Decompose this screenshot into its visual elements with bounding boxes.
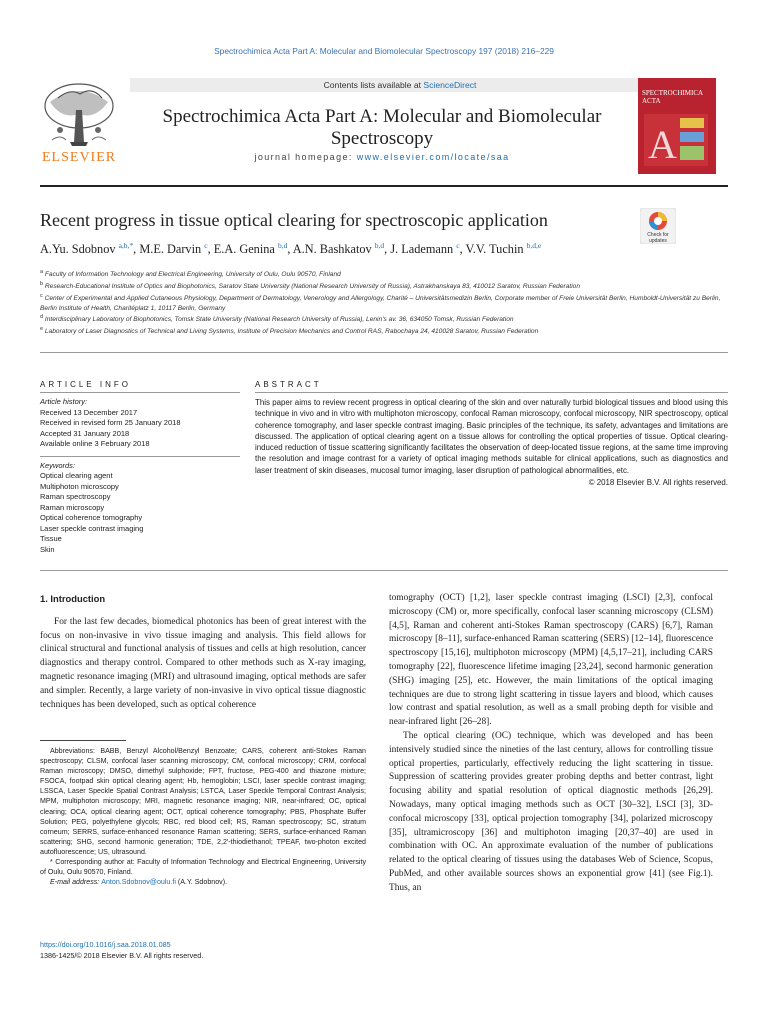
history-item: Available online 3 February 2018	[40, 439, 150, 448]
article-info-heading: ARTICLE INFO	[40, 380, 131, 389]
elsevier-wordmark: ELSEVIER	[42, 150, 117, 165]
homepage-link[interactable]: www.elsevier.com/locate/saa	[356, 152, 510, 162]
author[interactable]: M.E. Darvin $^c$	[139, 241, 208, 257]
affiliation: $^e$ Laboratory of Laser Diagnostics of Technical and Living Systems, Institute of Precision Mechanics and Control RAS, Rabochaya 24, 410028 Saratov, Russian Federation	[40, 326, 539, 336]
author[interactable]: A.Yu. Sdobnov $^{a,b,*}$	[40, 241, 134, 257]
sciencedirect-link[interactable]: ScienceDirect	[423, 80, 477, 90]
running-header[interactable]: Spectrochimica Acta Part A: Molecular and Biomolecular Spectroscopy 197 (2018) 216–229	[214, 46, 554, 56]
keyword: Laser speckle contrast imaging	[40, 523, 144, 533]
abstract-text: This paper aims to review recent progress in optical clearing of the skin and over naturally turbid biological tissues and blood using this technique in vivo and in vitro with multiphoton microscopy, confocal Raman microscopy, confocal microscopy, NIR spectroscopy, optical coherence tomography, and laser speckle contrast imaging. Basic principles of the technique, its safety, advantages and limitations are discussed. The application of optical clearing agent on a tissue allows for controlling the optical properties of tissue. Optical clearing-induced reduction of tissue scattering significantly facilitates the observation of deep-located tissue regions, at the same time improving the resolution and image contrast for a variety of optical imaging methods suitable for clinical applications, such as diagnostics and laser treatment of skin diseases, mucosal tumor imaging, laser disruption of pathological abnormalities, etc.	[255, 398, 728, 475]
keywords-rule	[40, 456, 240, 457]
article-history	[40, 397, 240, 450]
email-footnote: E-mail address: Anton.Sdobnov@oulu.fi (A.Y. Sdobnov).	[50, 878, 228, 887]
abstract-section	[255, 380, 728, 487]
affiliation: $^a$ Faculty of Information Technology and Electrical Engineering, University of Oulu, Oulu 90570, Finland	[40, 269, 341, 279]
corresponding-author-footnote: * Corresponding author at: Faculty of Information Technology and Electrical Engineering, University of Oulu, Oulu 90570, Finland.	[40, 858, 366, 877]
keyword: Tissue	[40, 534, 62, 543]
article-info	[40, 380, 240, 555]
cover-artwork	[644, 114, 708, 166]
page-footer	[40, 939, 380, 961]
body-column-right	[389, 592, 713, 896]
footnotes	[40, 746, 366, 887]
history-label: Article history:	[40, 397, 88, 406]
author-affiliation-marker: c	[456, 241, 460, 250]
article-title: Recent progress in tissue optical clearing for spectroscopic application	[40, 210, 548, 230]
author[interactable]: J. Lademann $^c$	[390, 241, 460, 257]
cover-letter-icon	[644, 114, 708, 166]
cover-title: SPECTROCHIMICA ACTA	[642, 89, 703, 105]
history-item: Accepted 31 January 2018	[40, 428, 130, 438]
keywords-label: Keywords:	[40, 460, 76, 470]
author-affiliation-marker: a,b,*	[118, 241, 134, 250]
body-paragraph: For the last few decades, biomedical photonics has been of great interest with the focus on non-invasive in vivo tissue imaging and analysis. This field allows for clinical structural and functional analysis of tissues and cells at high resolution, cancer diagnostics and therapy control. Compared to other methods such as X-ray imaging, magnetic resonance imaging (MRI) and ultrasound imaging, optical methods are safer and simpler. Recently, a large variety of non-invasive in vivo optical tissue diagnostic techniques has been developed, such as optical coherence	[40, 616, 366, 710]
abstract-end-rule	[40, 570, 728, 571]
contents-band	[130, 78, 670, 92]
author-affiliation-marker: b,d,e	[526, 241, 542, 250]
journal-masthead	[40, 78, 730, 180]
doi-link[interactable]: https://doi.org/10.1016/j.saa.2018.01.085	[40, 940, 171, 949]
abstract-heading: ABSTRACT	[255, 380, 322, 389]
abstract-copyright: © 2018 Elsevier B.V. All rights reserved.	[588, 478, 728, 488]
author-affiliation-marker: c	[204, 241, 208, 250]
history-item: Received 13 December 2017	[40, 407, 138, 417]
masthead-rule	[40, 185, 728, 187]
contents-label: Contents lists available at	[323, 80, 424, 90]
body-column-left	[40, 592, 366, 712]
section-heading: 1. Introduction	[40, 593, 106, 604]
check-for-updates-label[interactable]: Check for updates	[647, 232, 669, 244]
keyword: Skin	[40, 544, 55, 554]
author[interactable]: E.A. Genina $^{b,d}$	[213, 241, 288, 257]
history-item: Received in revised form 25 January 2018	[40, 418, 181, 427]
body-paragraph: tomography (OCT) [1,2], laser speckle contrast imaging (LSCI) [2,3], confocal microscopy (CM) or, more specifically, confocal laser scanning microscopy (CLSM) [4,5], Raman and coherent anti-Stokes Raman spectroscopy (CARS) [6,7], Raman microscopy [8–11], surface-enhanced Raman scattering (SERS) [12–14], fluorescence spectroscopy [15,16], multiphoton microscopy (MPM) [4,5,17–21], including CARS tomography [22], fluorescence lifetime imaging [23,24], second harmonic generation (SHG) imaging [25], etc. However, the main limitations of the optical imaging techniques are due to strong light scattering in tissue layers and blood, which causes low contrast and spatial resolution, as well as a small probing depth for visible and near-infrared light [26–28].	[389, 593, 713, 728]
affiliation-list	[40, 268, 730, 337]
keyword: Optical clearing agent	[40, 471, 113, 480]
affiliation: $^d$ Interdisciplinary Laboratory of Biophotonics, Tomsk State University (National Research University of Russia), Lenin's av. 36, 634050 Tomsk, Russian Federation	[40, 314, 514, 324]
keyword: Multiphoton microscopy	[40, 481, 119, 491]
affiliation: $^c$ Center of Experimental and Applied Cutaneous Physiology, Department of Dermatology, Venerology and Allergology, Charité – Universitätsmedizin Berlin, Corporate member of Freie Universität Berlin, Humboldt-Universität zu Berlin, Berlin Institute of Health, Charitéplatz 1, 10117 Berlin, Germany	[40, 292, 721, 312]
journal-cover-thumbnail[interactable]	[638, 78, 716, 174]
cover-letter: A	[648, 122, 677, 166]
front-matter-rule	[40, 352, 728, 353]
journal-title: Spectrochimica Acta Part A: Molecular and Biomolecular Spectroscopy	[162, 106, 602, 149]
author-list: A.Yu. Sdobnov $^{a,b,*}$, M.E. Darvin $^c$, E.A. Genina $^{b,d}$, A.N. Bashkatov $^{b,d}$, J. Lademann $^c$, V.V. Tuchin $^{b,d,e}$	[40, 241, 542, 257]
keyword: Optical coherence tomography	[40, 513, 143, 522]
body-paragraph: The optical clearing (OC) technique, which was developed and has been intensively studied since the nineties of the last century, allows for controlling tissue optical properties, particularly, effectively reducing the light scattering in tissue. Suppression of scattering provides greater probing depths and better contrast, light focusing ability and spatial resolution of optical diagnostic methods [26,29]. Nowadays, many optical imaging methods such as OCT [30–32], LSCI [3], 3D-confocal microscopy [33], optical projection tomography [34], polarized microscopy [35], ultramicroscopy [36] and multiphoton imaging [20,37–40] are used in combination with OC. An approximate evaluation of the number of publications related to the optical clearing of tissues using the databases Web of Science, Scopus, PubMed, and other available sources shows an exponential grow [41] (see Fig.1). Thus, an	[389, 730, 713, 893]
keywords	[40, 461, 240, 556]
affiliation: $^b$ Research-Educational Institute of Optics and Biophotonics, Saratov State University (National Research University of Russia), Astrakhanskaya 83, 410012 Saratov, Russian Federation	[40, 280, 581, 291]
author[interactable]: A.N. Bashkatov $^{b,d}$	[292, 241, 385, 257]
footnote-rule	[40, 740, 126, 741]
author-affiliation-marker: b,d	[374, 241, 385, 250]
issn-copyright: 1386-1425/© 2018 Elsevier B.V. All rights reserved.	[40, 951, 204, 960]
keyword: Raman microscopy	[40, 502, 105, 512]
abstract-rule	[255, 392, 728, 393]
homepage-label: journal homepage:	[254, 152, 357, 162]
author-email-link[interactable]: Anton.Sdobnov@oulu.fi	[101, 878, 176, 887]
journal-homepage	[142, 152, 622, 162]
keyword: Raman spectroscopy	[40, 492, 111, 501]
author-affiliation-marker: b,d	[277, 241, 288, 250]
author[interactable]: V.V. Tuchin $^{b,d,e}$	[465, 241, 542, 257]
abbreviations-footnote: Abbreviations: BABB, Benzyl Alcohol/Benzyl Benzoate; CARS, coherent anti-Stokes Raman spectroscopy; CLSM, confocal laser scanning microscopy; CM, confocal microscopy; CRM, confocal Raman microscopy; DMSO, dimethyl sulphoxide; FPT, fructose, PEG-400 and thiazone mixture; FSOCA, footpad skin optical clearing agent; Hb, hemoglobin; LSCI, laser speckle contrast imaging; LSSCA, Laser Speckle Spatial Contrast Analysis; LSTCA, Laser Speckle Temporal Contrast Analysis; MPM, multiphoton microscopy; MRI, magnetic resonance imaging; NIR, near-infrared; OC, optical clearing; OCA, optical clearing agent; OCT, optical coherence tomography; PBS, Phosphate Buffer Solution; PEG, polyethylene glycols; RBC, red blood cell; RS, Raman spectroscopy; SC, stratum corneum; SERRS, surface-enhanced resonance Raman scattering; SERS, surface-enhanced Raman scattering; SHG, second harmonic generation; TDE, 2,2′-thiodiethanol; TPEAF, two-photon excited autofluorescence; US, ultrasound.	[40, 747, 366, 856]
article-info-rule	[40, 392, 240, 393]
